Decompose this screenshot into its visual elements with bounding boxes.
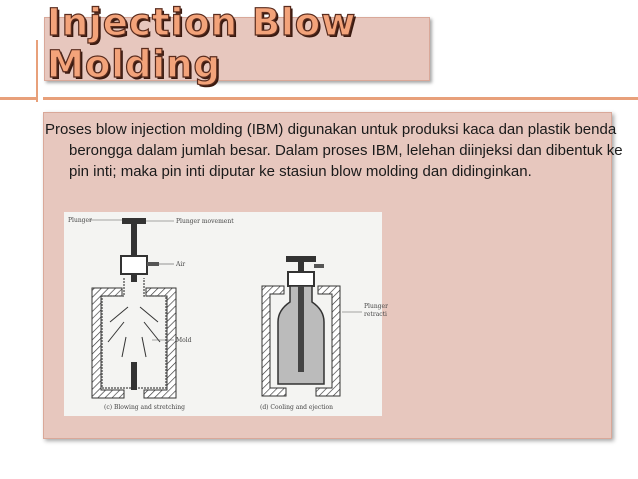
plunger-head-2 <box>286 256 316 262</box>
neck-ring <box>288 272 314 286</box>
label-plunger: Plunger <box>68 217 92 224</box>
label-plunger-retract-2: retracti <box>364 311 387 318</box>
caption-blowing: (c) Blowing and stretching <box>104 404 185 411</box>
stretch-rod <box>131 362 137 390</box>
title-line-1: Injection Blow <box>47 1 357 44</box>
process-diagram <box>64 212 388 416</box>
accent-rule-left <box>0 97 36 100</box>
label-plunger-retract-1: Plunger <box>364 303 388 310</box>
body-text: Proses blow injection molding (IBM) digunakan untuk produksi kaca dan plastik benda berongga dalam jumlah besar. Dalam proses IBM, lelehan diinjeksi dan dibentuk ke pin inti; maka pin inti diputar ke stasiun blow molding dan didinginkan. <box>45 121 623 180</box>
mold-left-half <box>92 288 124 398</box>
slide-title <box>47 2 356 86</box>
title-line-2: Molding <box>47 43 221 86</box>
core-pin <box>298 286 304 372</box>
blow-arrows <box>108 307 160 357</box>
diagram-cooling-ejection <box>260 256 388 411</box>
label-mold: Mold <box>176 337 192 344</box>
accent-rule-right <box>43 97 638 100</box>
mold-right-half <box>144 288 176 398</box>
diagram-blowing-stretching <box>68 217 234 411</box>
caption-cooling: (d) Cooling and ejection <box>260 404 334 411</box>
plunger-head <box>122 218 146 224</box>
accent-vertical-rule <box>36 40 38 102</box>
label-plunger-movement: Plunger movement <box>176 218 234 225</box>
blow-collar <box>121 256 147 274</box>
air-inlet <box>147 262 159 266</box>
label-air: Air <box>176 261 186 268</box>
